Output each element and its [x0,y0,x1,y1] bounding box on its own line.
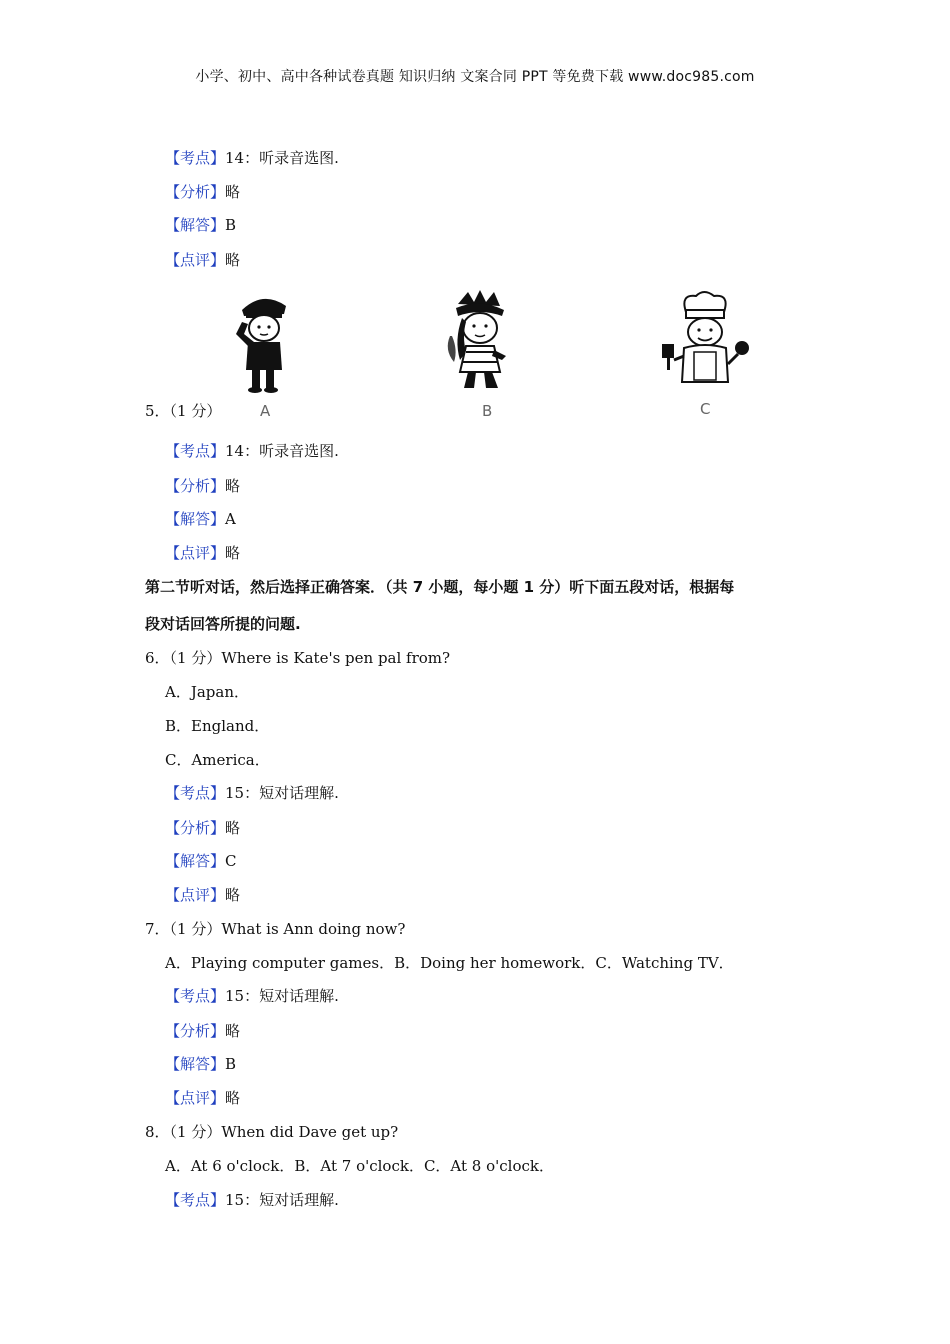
q7-dianping: 【点评】略 [165,1089,241,1107]
q7-kaodian: 【考点】15：短对话理解. [165,987,339,1005]
q5-option-b-label: B [482,402,493,420]
q6-option-c: C．America． [165,751,270,769]
q6-dianping: 【点评】略 [165,886,241,904]
q7-options: A．Playing computer games．B．Doing her homework．C．Watching TV． [165,954,734,972]
q6-fenxi: 【分析】略 [165,819,241,837]
q5-option-a-label: A [260,402,271,420]
q6-kaodian: 【考点】15：短对话理解. [165,784,339,802]
q6-option-a: A．Japan． [165,683,249,701]
policeman-illustration [228,290,298,395]
q4-kaodian: 【考点】14：听录音选图. [165,149,339,167]
q6-option-b: B．England． [165,717,270,735]
q5-kaodian: 【考点】14：听录音选图. [165,442,339,460]
section2-heading-line2: 段对话回答所提的问题. [145,615,301,633]
section2-heading-line1: 第二节听对话，然后选择正确答案．（共 7 小题，每小题 1 分）听下面五段对话，根据每 [145,578,735,596]
q8-kaodian: 【考点】15：短对话理解. [165,1191,339,1209]
page-header: 小学、初中、高中各种试卷真题 知识归纳 文案合同 PPT 等免费下载 www.doc985.com [195,69,755,85]
q6-stem: 6．（1 分）Where is Kate's pen pal from? [145,649,451,667]
q5-fenxi: 【分析】略 [165,477,241,495]
dancer-illustration [440,290,520,395]
q8-stem: 8．（1 分）When did Dave get up? [145,1123,399,1141]
chef-illustration [658,290,753,390]
q5-dianping: 【点评】略 [165,544,241,562]
q5-jieda: 【解答】A [165,510,236,528]
q7-fenxi: 【分析】略 [165,1022,241,1040]
q4-dianping: 【点评】略 [165,251,241,269]
q7-jieda: 【解答】B [165,1055,237,1073]
q5-stem: 5．（1 分） [145,402,222,420]
q6-jieda: 【解答】C [165,852,237,870]
q8-options: A．At 6 o'clock．B．At 7 o'clock．C．At 8 o'clock． [165,1157,554,1175]
q7-stem: 7．（1 分）What is Ann doing now? [145,920,406,938]
q5-option-c-label: C [700,400,711,418]
q4-jieda: 【解答】B [165,216,237,234]
q4-fenxi: 【分析】略 [165,183,241,201]
